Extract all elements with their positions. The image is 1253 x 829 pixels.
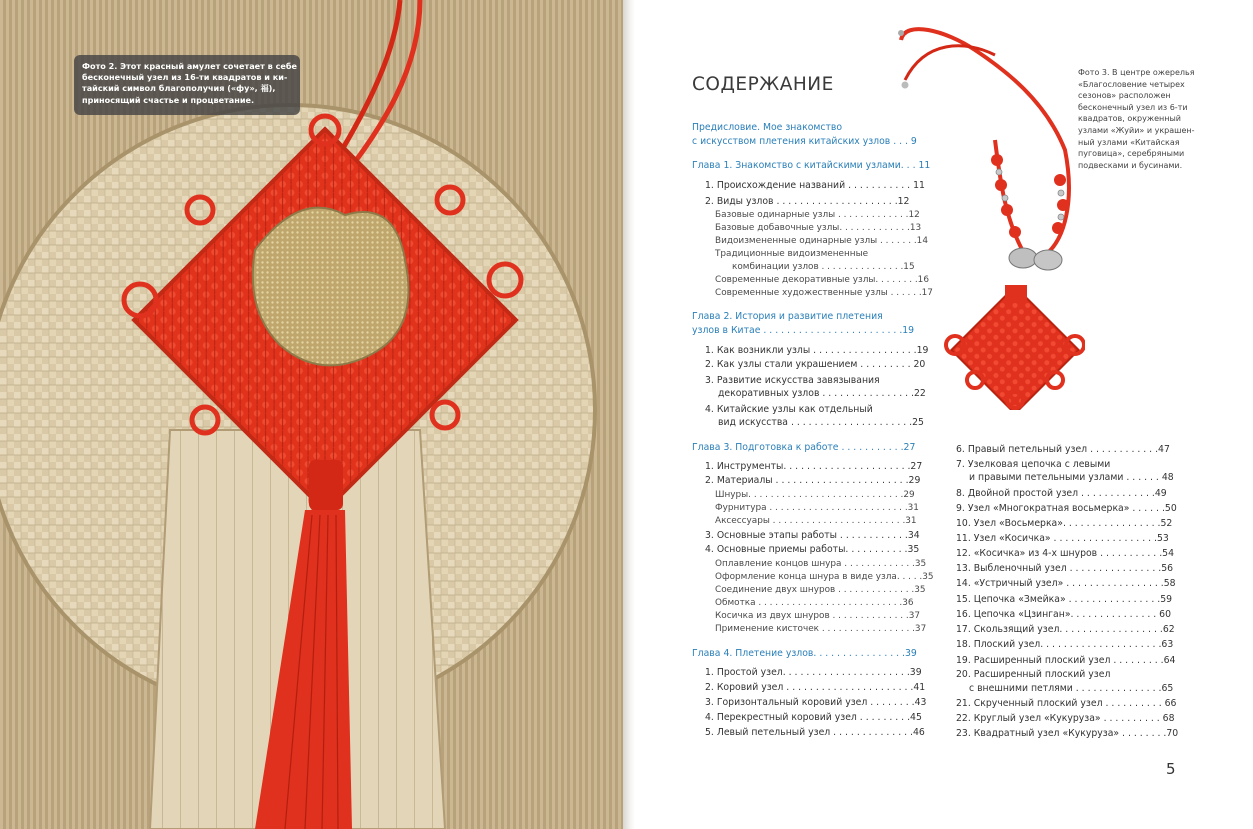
- contents-page: [635, 0, 1253, 829]
- toc-entry: 1. Как возникли узлы . . . . . . . . . . . . . . . . . .19: [705, 345, 929, 356]
- toc-entry: 22. Круглый узел «Кукуруза» . . . . . . . . . . 68: [956, 713, 1175, 724]
- caption-line: Фото 2. Этот красный амулет сочетает в себе: [82, 61, 298, 71]
- toc-entry: 2. Виды узлов . . . . . . . . . . . . . . . . . . . . .12: [705, 196, 910, 207]
- toc-entry: 3. Развитие искусства завязывания: [705, 375, 880, 386]
- caption-line: бесконечный узел из 6-ти: [1078, 102, 1188, 112]
- toc-entry: 19. Расширенный плоский узел . . . . . . . . .64: [956, 655, 1176, 666]
- toc-entry: Применение кисточек . . . . . . . . . . . . . . . . .37: [715, 624, 927, 634]
- toc-chapter-entry: с искусством плетения китайских узлов . . . 9: [692, 136, 917, 147]
- toc-entry: 18. Плоский узел. . . . . . . . . . . . . . . . . . . . .63: [956, 639, 1174, 650]
- toc-entry: 1. Инструменты. . . . . . . . . . . . . . . . . . . . . .27: [705, 461, 923, 472]
- caption-line: узлами «Жуйи» и украшен-: [1078, 125, 1195, 135]
- toc-entry: Базовые добавочные узлы. . . . . . . . . . . . .13: [715, 223, 922, 233]
- toc-entry: 21. Скрученный плоский узел . . . . . . . . . . 66: [956, 698, 1177, 709]
- toc-chapter-entry: Глава 3. Подготовка к работе . . . . . . . . . . .27: [692, 442, 916, 453]
- toc-entry: комбинации узлов . . . . . . . . . . . . . . .15: [732, 262, 915, 272]
- toc-chapter-entry: Предисловие. Мое знакомство: [692, 122, 843, 133]
- caption-line: тайский символ благополучия («фу», 福),: [82, 83, 276, 94]
- toc-entry: 4. Основные приемы работы. . . . . . . . . . .35: [705, 544, 920, 555]
- toc-entry: 15. Цепочка «Змейка» . . . . . . . . . . . . . . . .59: [956, 594, 1173, 605]
- photo-2-caption: [74, 55, 300, 115]
- toc-entry: декоративных узлов . . . . . . . . . . . . . . . .22: [718, 388, 926, 399]
- book-gutter: [623, 0, 635, 829]
- toc-entry: 17. Скользящий узел. . . . . . . . . . . . . . . . . .62: [956, 624, 1175, 635]
- toc-entry: 2. Коровий узел . . . . . . . . . . . . . . . . . . . . . .41: [705, 682, 926, 693]
- toc-entry: Современные декоративные узлы. . . . . . . .16: [715, 275, 929, 285]
- photo-3-caption: [1078, 67, 1208, 171]
- toc-entry: 16. Цепочка «Цзинган». . . . . . . . . . . . . . . 60: [956, 609, 1172, 620]
- caption-line: приносящий счастье и процветание.: [82, 94, 255, 105]
- toc-entry: 20. Расширенный плоский узел: [956, 669, 1111, 680]
- toc-entry: 23. Квадратный узел «Кукуруза» . . . . . . . .70: [956, 728, 1179, 739]
- toc-entry: Фурнитура . . . . . . . . . . . . . . . . . . . . . . . . .31: [715, 503, 919, 513]
- toc-entry: 6. Правый петельный узел . . . . . . . . . . . .47: [956, 444, 1170, 455]
- toc-chapter-entry: Глава 4. Плетение узлов. . . . . . . . . . . . . . . .39: [692, 648, 917, 659]
- page-title: СОДЕРЖАНИЕ: [692, 74, 834, 95]
- toc-entry: 8. Двойной простой узел . . . . . . . . . . . . .49: [956, 488, 1167, 499]
- caption-line: Фото 3. В центре ожерелья: [1078, 68, 1195, 77]
- caption-line: квадратов, окруженный: [1078, 114, 1181, 124]
- toc-entry: и правыми петельными узлами . . . . . . 48: [969, 472, 1174, 483]
- caption-line: «Благословение четырех: [1078, 79, 1185, 89]
- toc-entry: 1. Происхождение названий . . . . . . . . . . . 11: [705, 180, 925, 191]
- toc-entry: 1. Простой узел. . . . . . . . . . . . . . . . . . . . . .39: [705, 667, 922, 678]
- caption-line: подвесками и бусинами.: [1078, 160, 1183, 170]
- toc-entry: Оформление конца шнура в виде узла. . . . .35: [715, 572, 934, 582]
- toc-entry: Оплавление концов шнура . . . . . . . . . . . . .35: [715, 559, 927, 569]
- toc-entry: 14. «Устричный узел» . . . . . . . . . . . . . . . . .58: [956, 578, 1176, 589]
- toc-chapter-entry: узлов в Китае . . . . . . . . . . . . . . . . . . . . . . . .19: [692, 325, 915, 336]
- toc-entry: Современные художественные узлы . . . . . .17: [715, 288, 933, 298]
- toc-entry: 11. Узел «Косичка» . . . . . . . . . . . . . . . . . .53: [956, 533, 1169, 544]
- photo-amulet: [0, 0, 623, 829]
- toc-entry: 7. Узелковая цепочка с левыми: [956, 459, 1111, 470]
- toc-entry: 4. Китайские узлы как отдельный: [705, 404, 873, 415]
- toc-entry: 3. Основные этапы работы . . . . . . . . . . . .34: [705, 530, 920, 541]
- toc-chapter-entry: Глава 2. История и развитие плетения: [692, 311, 883, 322]
- toc-entry: Аксессуары . . . . . . . . . . . . . . . . . . . . . . . .31: [715, 516, 917, 526]
- caption-line: пуговица», серебряными: [1078, 149, 1185, 159]
- toc-entry: 13. Выбленочный узел . . . . . . . . . . . . . . . .56: [956, 563, 1174, 574]
- toc-entry: вид искусства . . . . . . . . . . . . . . . . . . . . .25: [718, 417, 924, 428]
- toc-entry: 10. Узел «Восьмерка». . . . . . . . . . . . . . . . .52: [956, 518, 1173, 529]
- toc-entry: с внешними петлями . . . . . . . . . . . . . . .65: [969, 683, 1174, 694]
- toc-entry: Видоизмененные одинарные узлы . . . . . . .14: [715, 236, 928, 246]
- toc-chapter-entry: Глава 1. Знакомство с китайскими узлами. . . 11: [692, 160, 931, 171]
- caption-line: бесконечный узел из 16-ти квадратов и ки-: [82, 72, 288, 83]
- toc-entry: Шнуры. . . . . . . . . . . . . . . . . . . . . . . . . . . .29: [715, 490, 915, 500]
- toc-entry: Базовые одинарные узлы . . . . . . . . . . . . .12: [715, 210, 920, 220]
- toc-entry: Традиционные видоизмененные: [715, 249, 869, 259]
- caption-line: ный узлами «Китайская: [1078, 137, 1180, 147]
- toc-entry: Косичка из двух шнуров . . . . . . . . . . . . . .37: [715, 611, 920, 621]
- toc-entry: 9. Узел «Многократная восьмерка» . . . . . .50: [956, 503, 1177, 514]
- toc-entry: 12. «Косичка» из 4-х шнуров . . . . . . . . . . .54: [956, 548, 1174, 559]
- toc-entry: Соединение двух шнуров . . . . . . . . . . . . . .35: [715, 585, 926, 595]
- toc-entry: Обмотка . . . . . . . . . . . . . . . . . . . . . . . . . .36: [715, 598, 914, 608]
- toc-entry: 5. Левый петельный узел . . . . . . . . . . . . . .46: [705, 727, 925, 738]
- amulet-photo-illustration: [0, 0, 623, 829]
- toc-entry: 4. Перекрестный коровий узел . . . . . . . . .45: [705, 712, 922, 723]
- caption-line: сезонов» расположен: [1078, 91, 1171, 101]
- necklace-photo-illustration: [875, 0, 1085, 410]
- toc-entry: 3. Горизонтальный коровий узел . . . . . . . .43: [705, 697, 927, 708]
- toc-entry: 2. Как узлы стали украшением . . . . . . . . . 20: [705, 359, 926, 370]
- page-number: 5: [1166, 760, 1176, 778]
- toc-entry: 2. Материалы . . . . . . . . . . . . . . . . . . . . . . .29: [705, 475, 921, 486]
